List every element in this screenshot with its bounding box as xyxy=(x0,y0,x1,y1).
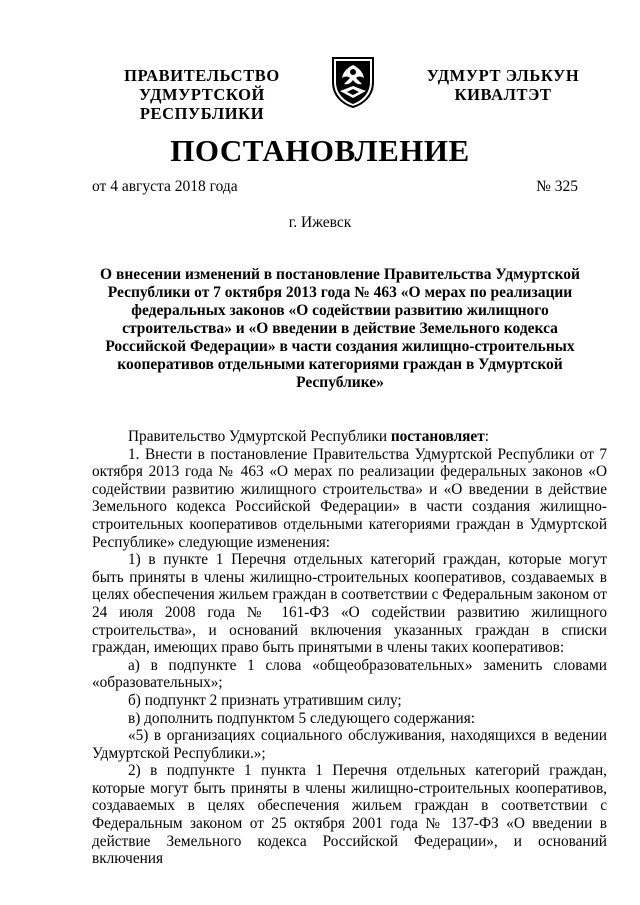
issuer-name-russian xyxy=(82,66,322,123)
intro-verb: постановляет xyxy=(390,428,485,445)
document-number: № 325 xyxy=(536,178,578,195)
paragraph-4: б) подпункт 2 признать утратившим силу; xyxy=(128,691,402,709)
issuer-name-udmurt xyxy=(418,66,588,104)
intro-paragraph xyxy=(92,428,607,446)
paragraph-1: 1. Внести в постановление Правительства Удмуртской Республики от 7 октября 2013 года № 463 «О мерах по реализации федеральных законов «О содействии развитию жилищного строительства» и «О введении в действие Земельного кодекса Российской Федерации» в части создания жилищно-строительных кооперативов отдельными категориями граждан в Удмуртской Республике» следующие изменения: xyxy=(92,445,607,551)
paragraph-3: а) в подпункте 1 слова «общеобразовательных» заменить словами «образовательных»; xyxy=(92,656,607,692)
paragraph-7: 2) в подпункте 1 пункта 1 Перечня отдельных категорий граждан, которые могут быть приняты в члены жилищно-строительных кооперативов, создаваемых в целях обеспечения жильем граждан в соответствии с Федеральным законом от 25 октября 2001 года № 137-ФЗ «О введении в действие Земельного кодекса Российской Федерации», и оснований включения xyxy=(92,762,607,868)
paragraph-6: «5) в организациях социального обслуживания, находящихся в ведении Удмуртской Республики.»; xyxy=(92,727,607,762)
paragraph-5: в) дополнить подпунктом 5 следующего содержания: xyxy=(128,709,475,727)
paragraph-2: 1) в пункте 1 Перечня отдельных категорий граждан, которые могут быть приняты в члены жилищно-строительных кооперативов, создаваемых в целях обеспечения жильем граждан в соответствии с Федеральным законом от 24 июля 2008 года № 161-ФЗ «О содействии развитию жилищного строительства», и оснований включения указанных граждан в списки граждан, имеющих право быть принятыми в члены таких кооперативов: xyxy=(92,551,607,657)
issuer-line-2: УДМУРТСКОЙ РЕСПУБЛИКИ xyxy=(139,85,265,123)
intro-prefix: Правительство Удмуртской Республики xyxy=(128,428,391,445)
issuer-udmurt-line-2: КИВАЛТЭТ xyxy=(454,85,552,104)
issuer-line-1: ПРАВИТЕЛЬСТВО xyxy=(124,66,280,85)
document-type: ПОСТАНОВЛЕНИЕ xyxy=(170,133,470,168)
issuer-udmurt-line-1: УДМУРТ ЭЛЬКУН xyxy=(426,66,580,85)
document-place: г. Ижевск xyxy=(288,214,352,231)
coat-of-arms-icon xyxy=(330,56,376,108)
intro-suffix: : xyxy=(484,428,489,445)
document-body xyxy=(92,428,607,868)
document-date: от 4 августа 2018 года xyxy=(92,178,238,195)
document-title: О внесении изменений в постановление Правительства Удмуртской Республики от 7 октября 2013 года № 463 «О мерах по реализации федеральных законов «О содействии развитию жилищного строительства» и «О введении в действие Земельного кодекса Российской Федерации» в части создания жилищно-строительных кооперативов отдельными категориями граждан в Удмуртской Республике» xyxy=(100,266,580,391)
